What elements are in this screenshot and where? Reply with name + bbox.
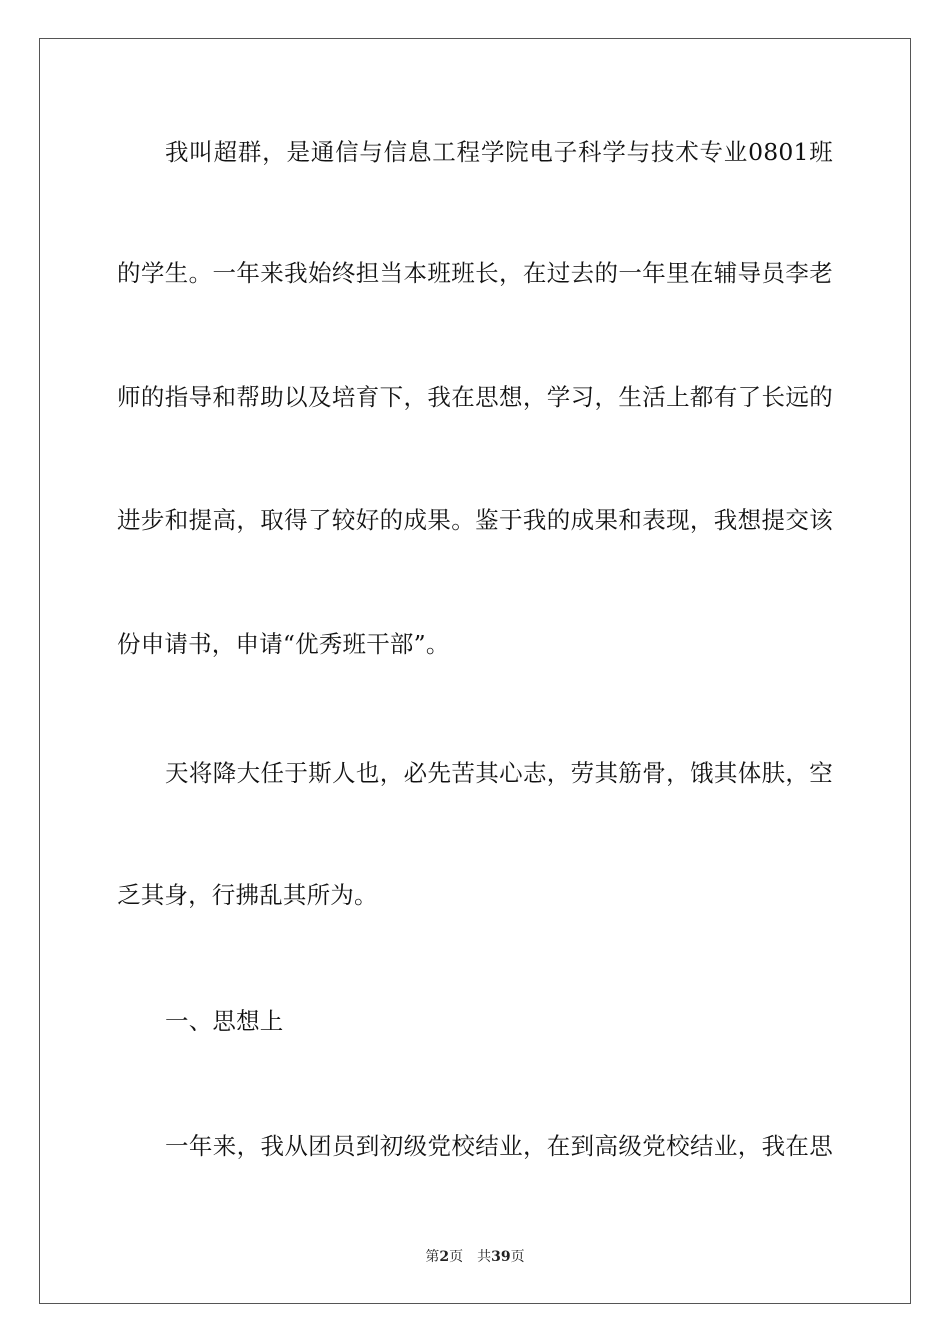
paragraph-1-line-1: 我叫超群，是通信与信息工程学院电子科学与技术专业0801班 (165, 138, 833, 166)
paragraph-1-line-3: 师的指导和帮助以及培育下，我在思想，学习，生活上都有了长远的 (117, 383, 833, 411)
total-suffix: 页 (510, 1249, 525, 1265)
page-number: 2 (439, 1249, 450, 1265)
paragraph-1-line-4: 进步和提高，取得了较好的成果。鉴于我的成果和表现，我想提交该 (117, 506, 833, 534)
section-heading-thought: 一、思想上 (165, 1007, 284, 1035)
total-prefix: 共 (477, 1249, 492, 1265)
paragraph-1-line-2: 的学生。一年来我始终担当本班班长，在过去的一年里在辅导员李老 (117, 259, 833, 287)
page-footer (0, 1248, 950, 1266)
total-pages: 39 (491, 1249, 511, 1265)
page-border (39, 38, 911, 1304)
quote-line-1: 天将降大任于斯人也，必先苦其心志，劳其筋骨，饿其体肤，空 (165, 759, 833, 787)
quote-line-2: 乏其身，行拂乱其所为。 (117, 881, 378, 909)
page-prefix: 第 (425, 1249, 440, 1265)
paragraph-2-line-1: 一年来，我从团员到初级党校结业，在到高级党校结业，我在思 (165, 1132, 833, 1160)
page-suffix: 页 (449, 1249, 464, 1265)
paragraph-1-line-5: 份申请书，申请“优秀班干部”。 (117, 630, 450, 658)
